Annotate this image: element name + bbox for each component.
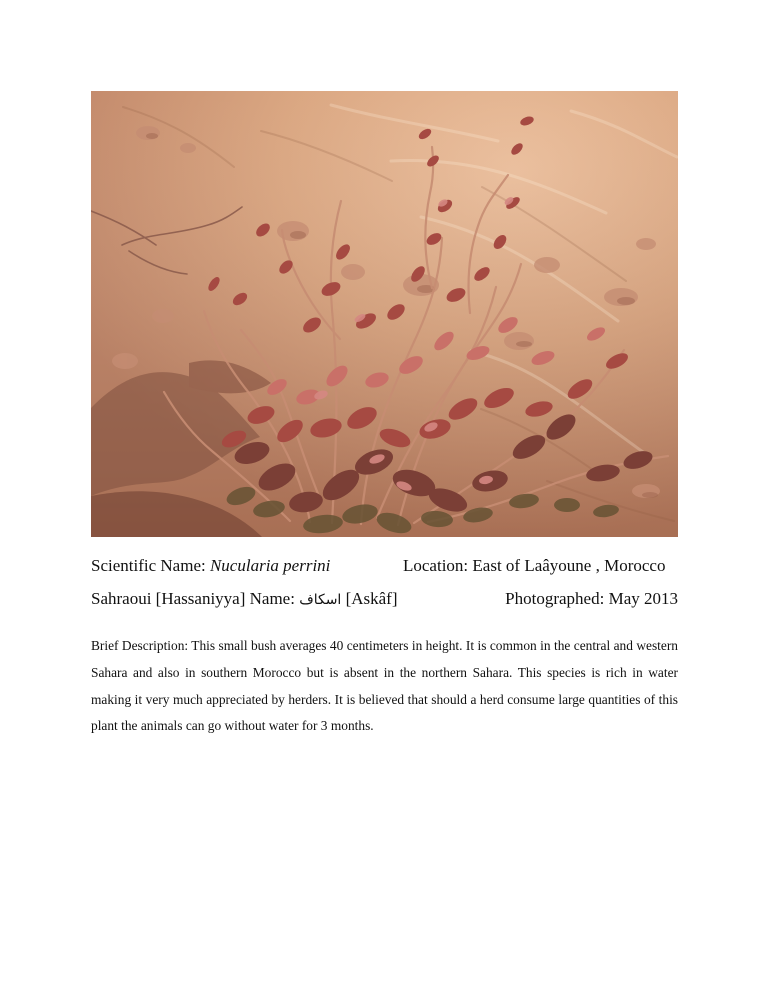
local-name-transliteration: [Askâf]	[341, 589, 398, 608]
scientific-name-label: Scientific Name:	[91, 556, 210, 575]
photographed-label: Photographed:	[505, 589, 609, 608]
photographed-field	[505, 587, 678, 611]
location-field	[403, 554, 665, 578]
local-name-arabic: اسكاف	[299, 592, 342, 608]
scientific-name-value: Nucularia perrini	[209, 556, 331, 575]
local-name-field	[91, 587, 398, 612]
location-value: East of Laâyoune , Morocco	[472, 556, 666, 575]
photographed-value: May 2013	[608, 589, 678, 608]
brief-description: Brief Description: This small bush averages 40 centimeters in height. It is common in the central and western Sahara and also in southern Morocco but is absent in the northern Sahara. This species is rich in water making it very much appreciated by herders. It is believed that should a herd consume large quantities of this plant the animals can go without water for 3 months.	[91, 638, 678, 734]
metadata-row-2	[91, 587, 678, 611]
plant-photo-illustration	[91, 91, 678, 537]
plant-photo	[91, 91, 678, 537]
scientific-name-field	[91, 554, 330, 578]
metadata-row-1	[91, 554, 678, 578]
local-name-label: Sahraoui [Hassaniyya] Name:	[91, 589, 300, 608]
location-label: Location:	[403, 556, 473, 575]
